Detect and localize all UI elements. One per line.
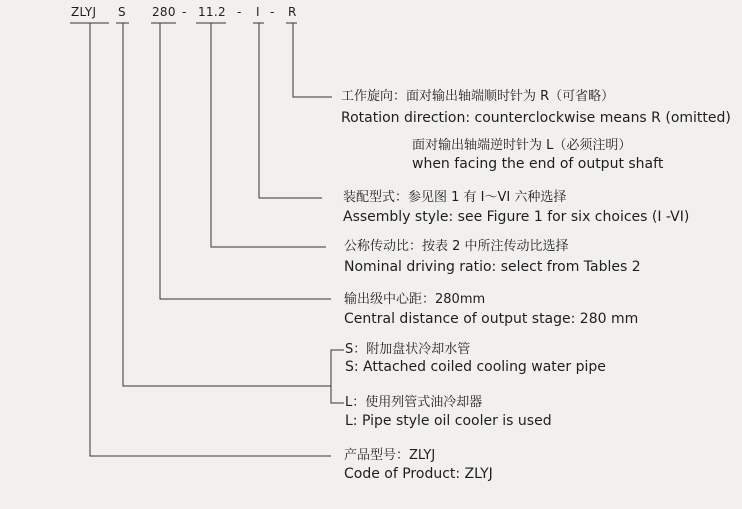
rotation-en: Rotation direction: counterclockwise means R (omitted) (341, 110, 731, 126)
leader-ratio (211, 23, 326, 247)
product-zh: 产品型号：ZLYJ (344, 448, 436, 463)
code-s: S (118, 5, 126, 19)
cooling-s-zh: S：附加盘状冷却水管 (345, 342, 471, 357)
leader-cooling (123, 23, 331, 386)
distance-en: Central distance of output stage: 280 mm (344, 311, 639, 327)
code-dash-3: - (270, 5, 275, 19)
code-dash-1: - (182, 5, 187, 19)
code-assembly: I (256, 5, 260, 19)
rotation-zh-2: 面对输出轴端逆时针为 L（必须注明） (412, 138, 632, 153)
rotation-zh: 工作旋向：面对输出轴端顺时针为 R（可省略） (341, 89, 615, 104)
code-dash-2: - (237, 5, 242, 19)
code-rotation: R (288, 5, 297, 19)
cooling-bracket (331, 350, 344, 403)
product-en: Code of Product: ZLYJ (344, 466, 493, 482)
code-zlyj: ZLYJ (71, 5, 97, 19)
ratio-en: Nominal driving ratio: select from Tables 2 (344, 259, 641, 275)
leader-rotation (293, 23, 332, 97)
ratio-zh: 公称传动比：按表 2 中所注传动比选择 (344, 239, 569, 254)
leader-distance (160, 23, 331, 299)
assembly-zh: 装配型式：参见图 1 有 I～VI 六种选择 (343, 190, 567, 205)
distance-zh: 输出级中心距：280mm (344, 292, 486, 307)
rotation-en-2: when facing the end of output shaft (412, 156, 664, 172)
leader-assembly (259, 23, 322, 198)
code-ratio: 11.2 (198, 5, 226, 19)
assembly-en: Assembly style: see Figure 1 for six choices (I -VI) (343, 209, 690, 225)
cooling-s-en: S: Attached coiled cooling water pipe (345, 359, 606, 375)
cooling-l-en: L: Pipe style oil cooler is used (345, 413, 552, 429)
code-distance: 280 (152, 5, 176, 19)
cooling-l-zh: L：使用列管式油冷却器 (345, 395, 483, 410)
